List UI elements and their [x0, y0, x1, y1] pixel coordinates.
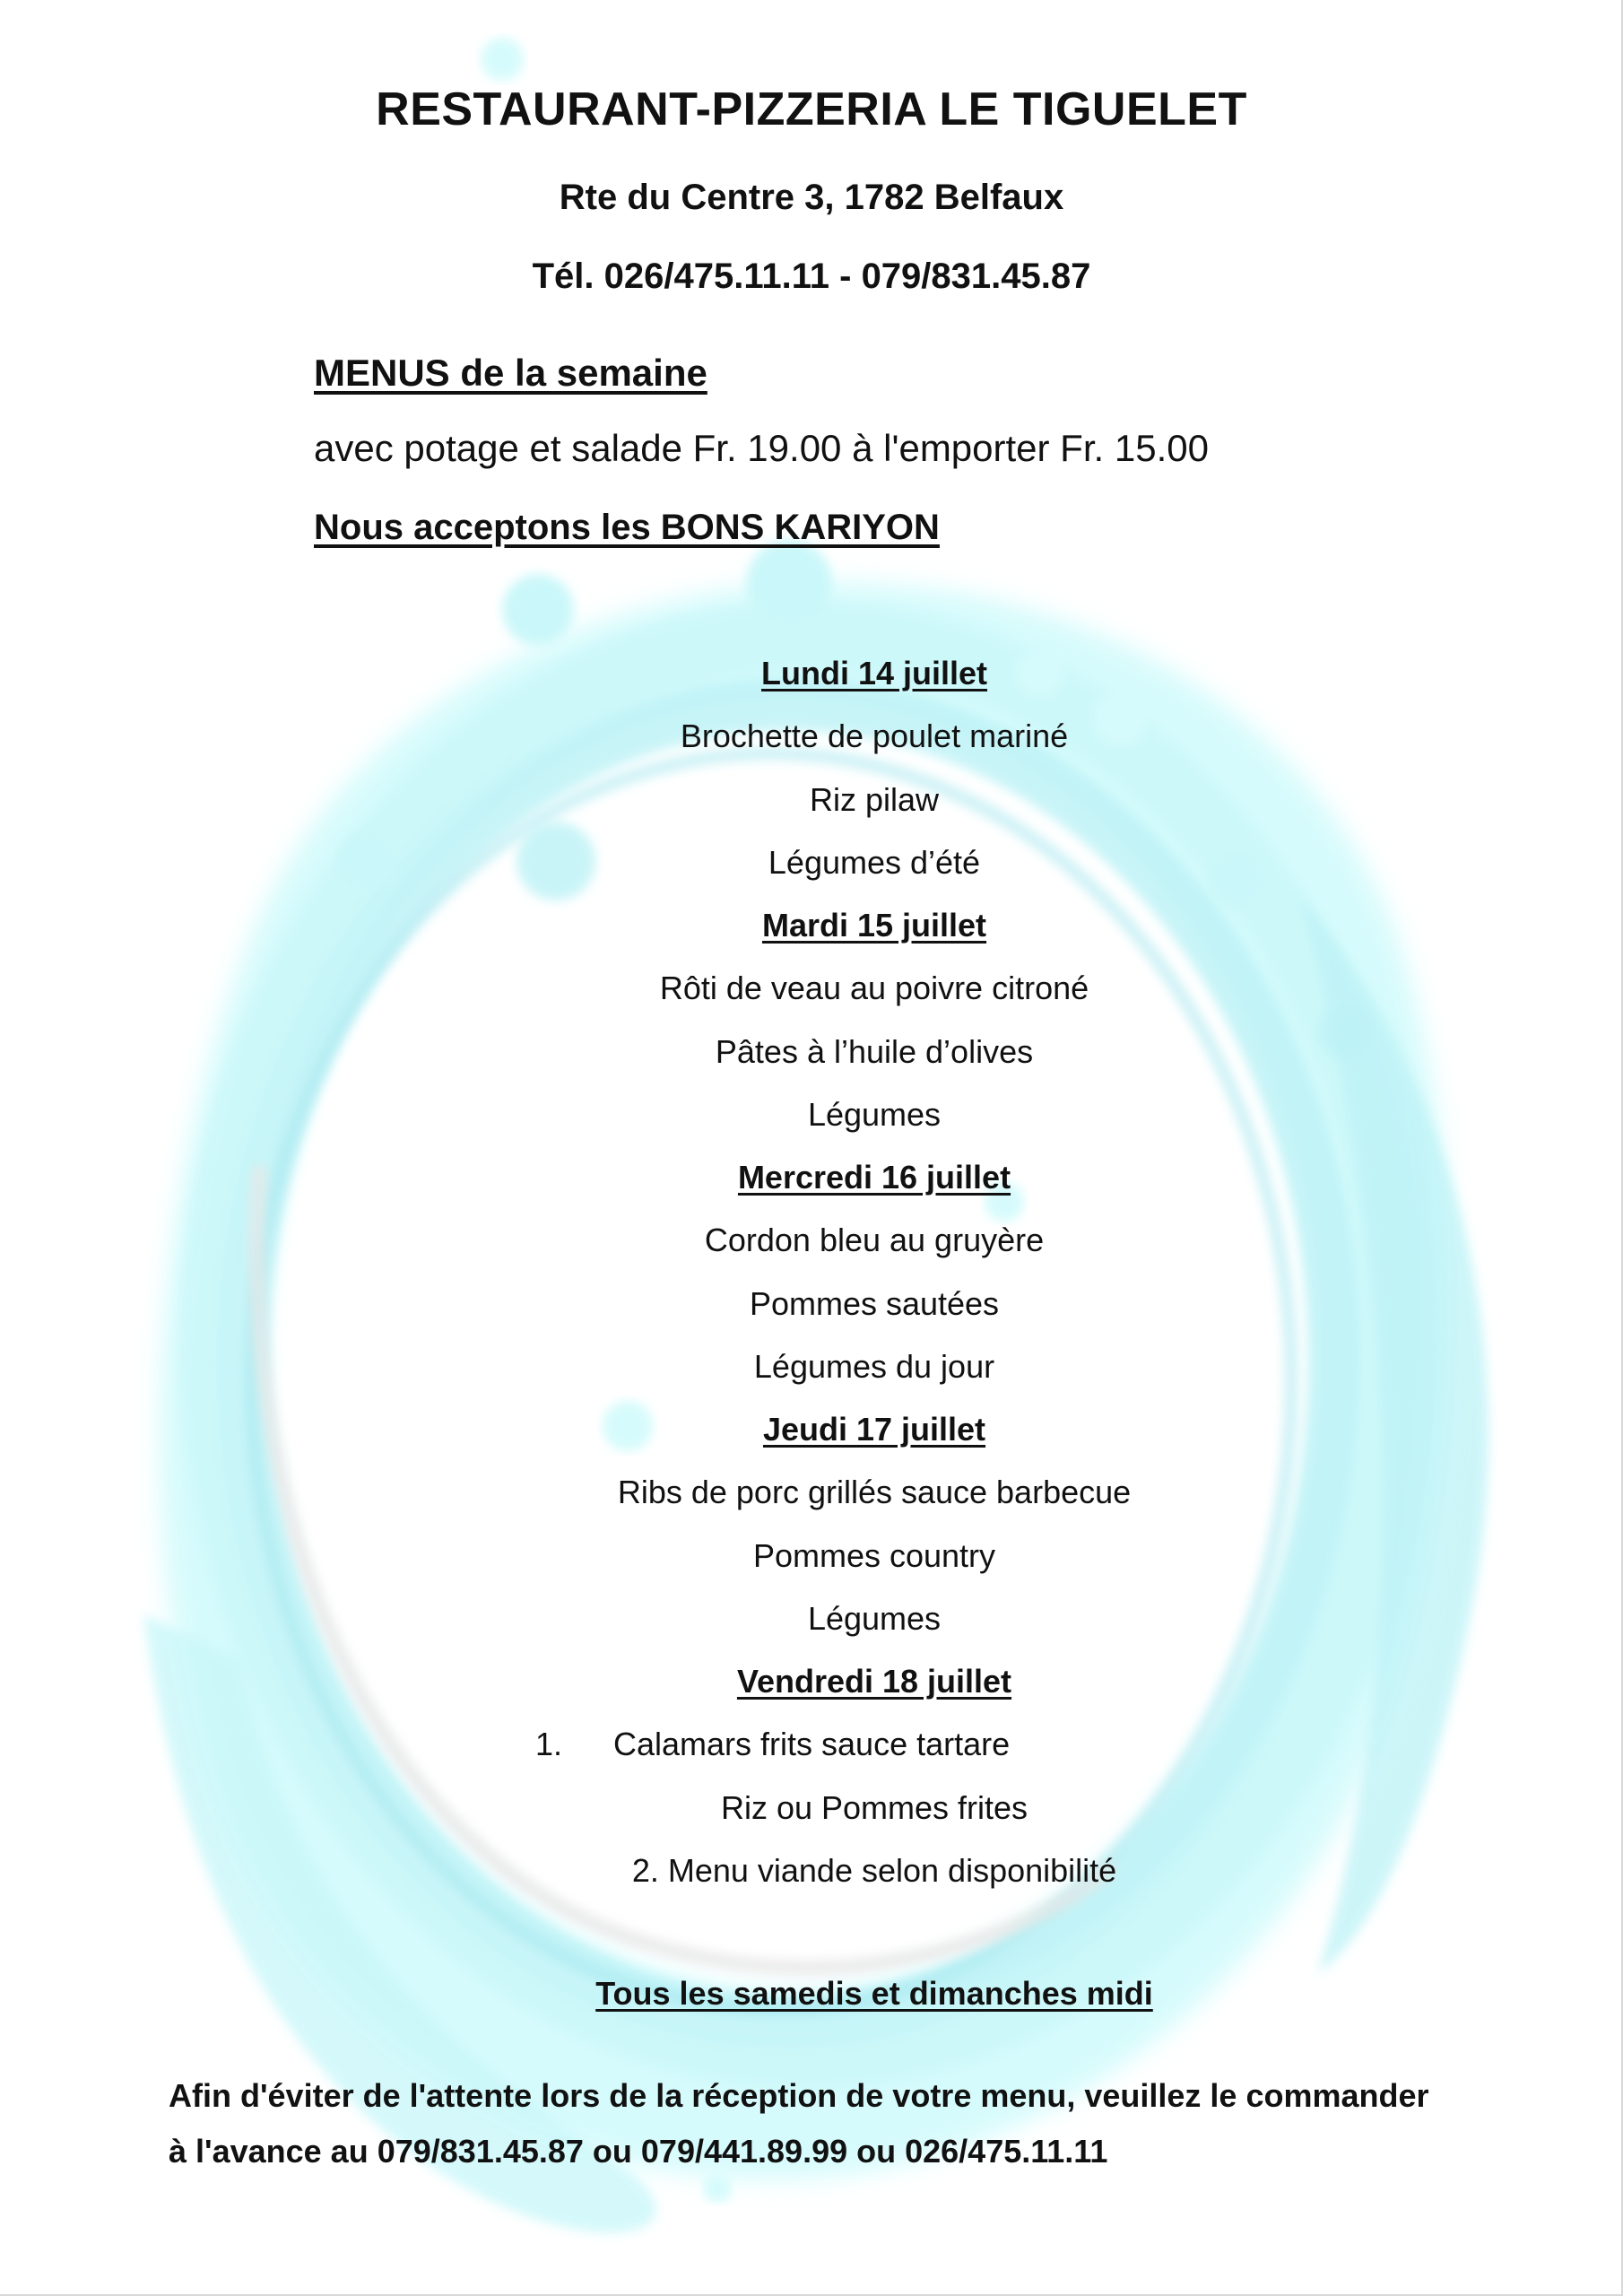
dish-item: Légumes [807, 1600, 942, 1637]
day-heading-mardi: Mardi 15 juillet [761, 907, 987, 944]
dish-item: Ribs de porc grillés sauce barbecue [617, 1474, 1132, 1510]
dish-item: Légumes du jour [753, 1348, 995, 1385]
dish-item: Riz pilaw [809, 781, 940, 818]
dish-item: Brochette de poulet mariné [680, 718, 1069, 754]
menus-heading: MENUS de la semaine [314, 352, 707, 394]
dish-item: Pommes sautées [749, 1285, 1000, 1322]
day-heading-lundi: Lundi 14 juillet [760, 655, 988, 691]
day-heading-vendredi: Vendredi 18 juillet [736, 1663, 1012, 1700]
dish-item: Pommes country [752, 1537, 996, 1574]
dish-item: Rôti de veau au poivre citroné [659, 970, 1089, 1006]
menu-price-line: avec potage et salade Fr. 19.00 à l'emporter Fr. 15.00 [314, 427, 1209, 469]
option-number: 1. [535, 1726, 563, 1762]
dish-item: Pâtes à l’huile d’olives [715, 1033, 1034, 1070]
day-heading-jeudi: Jeudi 17 juillet [762, 1411, 986, 1448]
restaurant-phone: Tél. 026/475.11.11 - 079/831.45.87 [532, 257, 1091, 296]
dish-item: Légumes d’été [768, 844, 981, 881]
weekend-notice: Tous les samedis et dimanches midi [595, 1975, 1153, 2012]
restaurant-title: RESTAURANT-PIZZERIA LE TIGUELET [376, 83, 1247, 135]
dish-item: Cordon bleu au gruyère [704, 1222, 1045, 1258]
day-heading-mercredi: Mercredi 16 juillet [737, 1159, 1011, 1196]
friday-option-2: 2. Menu viande selon disponibilité [631, 1852, 1117, 1889]
dish-item: Riz ou Pommes frites [720, 1789, 1028, 1826]
friday-option-1 [535, 1726, 1010, 1763]
bons-kariyon-notice: Nous acceptons les BONS KARIYON [314, 508, 940, 547]
order-notice-line-1: Afin d'éviter de l'attente lors de la réception de votre menu, veuillez le commander [169, 2077, 1429, 2114]
dish-item: Légumes [807, 1096, 942, 1133]
order-notice-line-2: à l'avance au 079/831.45.87 ou 079/441.89.99 ou 026/475.11.11 [169, 2133, 1108, 2170]
restaurant-address: Rte du Centre 3, 1782 Belfaux [559, 178, 1064, 217]
dish-item: Calamars frits sauce tartare [613, 1726, 1011, 1762]
